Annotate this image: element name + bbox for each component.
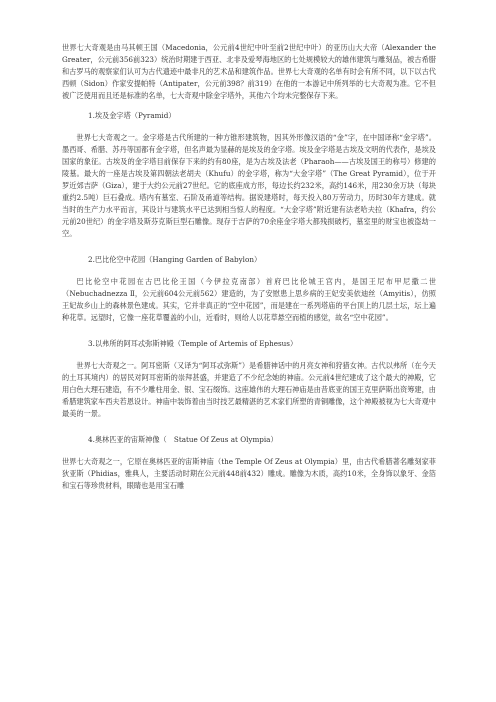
section-heading-statue-zeus: 4.奥林匹亚的宙斯神像（ Statue Of Zeus at Olympia） [88,435,278,444]
section-body-temple-artemis: 世界七大奇观之一。阿耳密斯（又译为“阿耳忒弥斯”）是希腊神话中的月亮女神和狩猎女神。古代以弗所（在今天的土耳其境内）的居民对阿耳密斯的崇拜甚盛，并建造了不少纪念她的神庙。公元前4世纪建成了这个最大的神殿，它用白色大理石建造，有不少雕柱用金、银、宝石缀饰。这座雄伟的大理石神庙是由昔底亚的国王克里萨斯出资筹建，由希腊建筑家车西夫若恩设计。神庙中装饰着由当时技艺最精湛的艺术家们所塑的青铜雕像，这个神殿被视为七大奇观中最美的一景。 [62,361,436,418]
section-body-statue-zeus: 世界七大奇观之一，它原在奥林匹亚的宙斯神庙（the Temple Of Zeus at Olympia）里，由古代希腊著名雕刻家菲狄亚斯（Phidias，雅典人，主要活动时期在公元前448前432）雕成。雕像为木质，高约10米，全身饰以象牙、金箔和宝石等珍贵材料，眼睛也是用宝石雕 [62,457,436,490]
section-heading-hanging-garden: 2.巴比伦空中花园（Hanging Garden of Babylon） [88,255,262,264]
section-heading-temple-artemis: 3.以弗所的阿耳忒弥斯神殿（Temple of Artemis of Ephesus） [88,339,298,348]
section-heading-pyramid: 1.埃及金字塔（Pyramid） [88,111,176,120]
document-page [62,42,436,500]
section-body-hanging-garden: 巴比伦空中花园在古巴比伦王国（今伊拉克南部）首府巴比伦城王宫内，是国王尼布甲尼撒二世（Nebuchadnezza Ⅱ，公元前604公元前562）建造的，为了安慰患上思乡病的王妃安美依迪丝（Amyitis），仿照王妃故乡山上的森林景色建成。其实，它并非真正的“空中花园”，而是建在一系列塔庙的平台顶上的几层土坛，坛上遍种花草。远望时，它像一座花草覆盖的小山，近看时，则给人以花草悬空而植的感觉，故名“空中花园”。 [62,277,436,322]
section-body-pyramid: 世界七大奇观之一。金字塔是古代所建的一种方锥形建筑物，因其外形像汉语的“金”字，在中国译称“金字塔”。墨西哥、希腊、苏丹等国都有金字塔，但名声最为显赫的是埃及的金字塔。埃及金字塔是古埃及文明的代表作，是埃及国家的象征。古埃及的金字塔目前保存下来的约有80座，是为古埃及法老（Pharaoh——古埃及国王的称号）修建的陵墓。最大的一座是古埃及第四朝法老胡夫（Khufu）的金字塔，称为“大金字塔”（The Great Pyramid），位于开罗近郊吉萨（Giza），建于大约公元前27世纪。它的底座成方形，每边长约232米，高约146米，用230余万块（每块重约2.5吨）巨石叠成。塔内有墓室、石阶及甬道等结构。据说建塔时，每天投入80万劳动力，历时30年方建成。就当时的生产力水平而言，其设计与建筑水平已达到相当惊人的程度。“大金字塔”附近建有法老哈夫拉（Khafra，约公元前20世纪）的金字塔及斯芬克斯巨型石雕像。现存于吉萨的70余座金字塔大都残损破朽，墓室里的财宝也被盗劫一空。 [62,133,436,238]
intro-paragraph: 世界七大奇观是由马其顿王国（Macedonia，公元前4世纪中叶至前2世纪中叶）的亚历山大大帝（Alexander the Greater，公元前356前323）统治时期建于西亚、北非及爱琴海地区的七处规模较大的雄伟建筑与雕刻品，被古希腊和古罗马的观察家们认可为古代遗迹中最非凡的艺术品和建筑作品。世界七大奇观的名单有时会有所不同，以下以古代西顿（Sidon）作家安提帕特（Antipater，公元前398？前319）在他的一本游记中所列举的七大奇观为准。它不但被广泛使用而且还是标准的名单，七大奇观中除金字塔外，其他六个均未完整保存下来。 [62,43,436,100]
